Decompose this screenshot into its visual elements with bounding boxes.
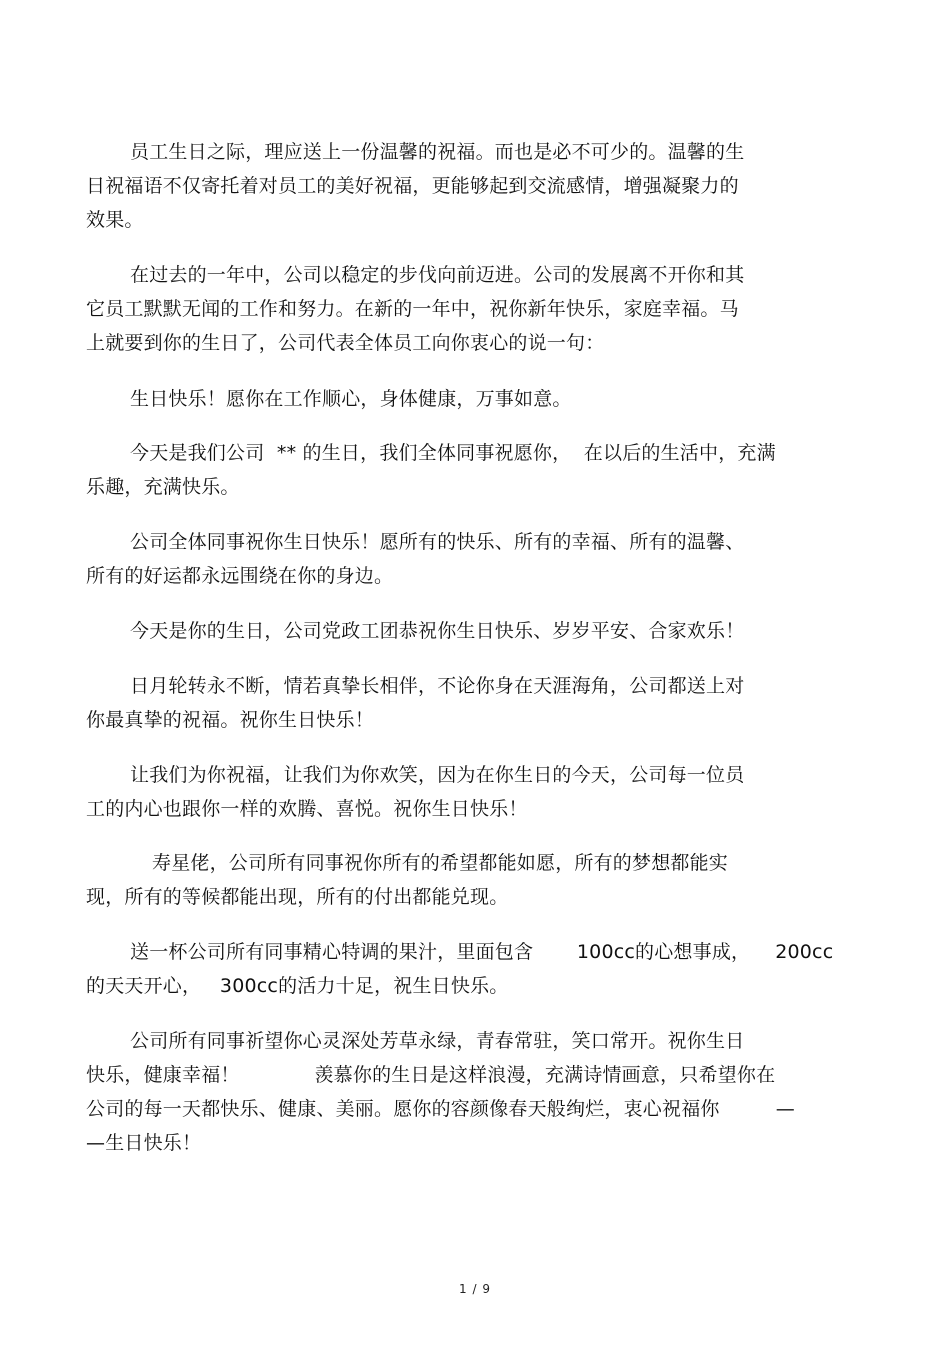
text-line: 它员工默默无闻的工作和努力。在新的一年中，祝你新年快乐，家庭幸福。马: [86, 298, 739, 320]
text-line: 今天是我们公司 ** 的生日，我们全体同事祝愿你， 在以后的生活中，充满: [130, 442, 776, 464]
text-line: 在过去的一年中，公司以稳定的步伐向前迈进。公司的发展离不开你和其: [130, 264, 745, 286]
text-line: 送一杯公司所有同事精心特调的果汁，里面包含 100cc的心想事成， 200cc: [130, 941, 834, 963]
text-line: 所有的好运都永远围绕在你的身边。: [86, 565, 394, 587]
text-line: 快乐，健康幸福！ 羡慕你的生日是这样浪漫，充满诗情画意，只希望你在: [86, 1064, 776, 1086]
text-line: —生日快乐！: [86, 1132, 202, 1154]
text-line: 公司所有同事祈望你心灵深处芳草永绿，青春常驻，笑口常开。祝你生日: [130, 1030, 745, 1052]
text-line: 乐趣，充满快乐。: [86, 476, 240, 498]
text-line: 日月轮转永不断，情若真挚长相伴，不论你身在天涯海角，公司都送上对: [130, 675, 745, 697]
text-line: 现，所有的等候都能出现，所有的付出都能兑现。: [86, 886, 509, 908]
text-line: 公司的每一天都快乐、健康、美丽。愿你的容颜像春天般绚烂，衷心祝福你 —: [86, 1098, 795, 1120]
text-line: 生日快乐！愿你在工作顺心，身体健康，万事如意。: [130, 388, 572, 410]
page-number: 1 / 9: [459, 1282, 491, 1296]
text-line: 效果。: [86, 209, 144, 231]
text-line: 今天是你的生日，公司党政工团恭祝你生日快乐、岁岁平安、合家欢乐！: [130, 620, 745, 642]
text-line: 公司全体同事祝你生日快乐！愿所有的快乐、所有的幸福、所有的温馨、: [130, 531, 745, 553]
text-line: 上就要到你的生日了，公司代表全体员工向你衷心的说一句：: [86, 332, 605, 354]
text-line: 员工生日之际，理应送上一份温馨的祝福。而也是必不可少的。温馨的生: [130, 141, 745, 163]
text-line: 的天天开心， 300cc的活力十足，祝生日快乐。: [86, 975, 509, 997]
text-line: 让我们为你祝福，让我们为你欢笑，因为在你生日的今天，公司每一位员: [130, 764, 745, 786]
text-line: 寿星佬，公司所有同事祝你所有的希望都能如愿，所有的梦想都能实: [152, 852, 729, 874]
text-line: 你最真挚的祝福。祝你生日快乐！: [86, 709, 375, 731]
text-line: 日祝福语不仅寄托着对员工的美好祝福，更能够起到交流感情，增强凝聚力的: [86, 175, 739, 197]
text-line: 工的内心也跟你一样的欢腾、喜悦。祝你生日快乐！: [86, 798, 528, 820]
